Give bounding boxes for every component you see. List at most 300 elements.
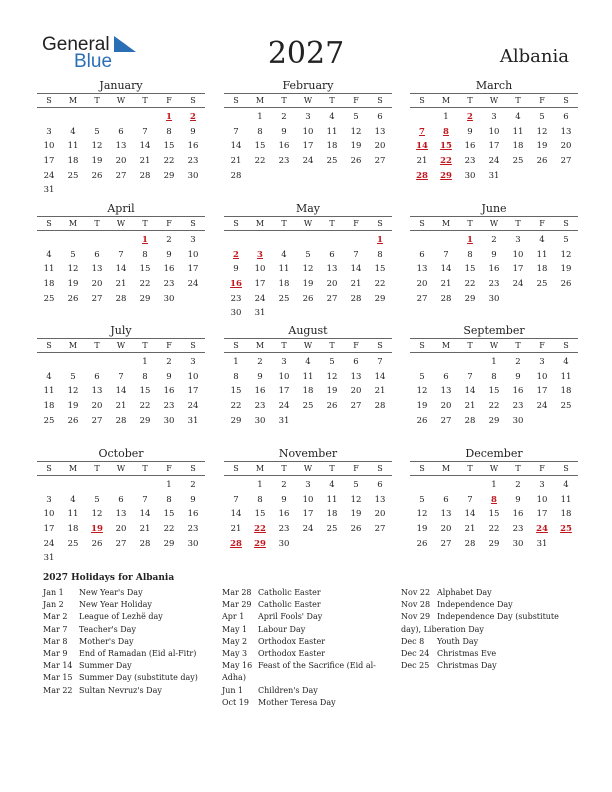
weekday-label: M [255,219,265,228]
day-cell: 21 [115,279,127,290]
holiday-name: New Year Holiday [79,600,152,610]
day-cell: 2 [190,480,196,490]
day-cell: 26 [536,156,548,167]
holiday-day-cell: 22 [440,156,452,167]
holiday-name: April Fools' Day [258,612,323,622]
day-cell: 18 [536,264,548,275]
day-grid [37,231,205,306]
holiday-name: Summer Day (substitute day) [79,673,198,683]
day-cell: 5 [94,126,100,137]
weekday-label: T [515,219,521,228]
day-cell: 7 [377,357,383,367]
day-cell: 16 [464,141,476,152]
empty-cell [85,233,109,248]
day-cell: 15 [488,509,500,520]
holiday-row [401,611,571,635]
day-cell: 12 [416,386,428,397]
day-grid [410,476,578,551]
month-title: February [282,79,334,92]
month-title: August [288,324,328,337]
weekday-header [224,93,392,108]
holiday-row [43,599,208,611]
month-december [410,447,578,551]
day-cell: 20 [560,141,572,152]
day-cell: 3 [190,235,196,245]
day-cell: 29 [163,538,175,549]
day-cell: 10 [536,494,548,505]
empty-cell [224,110,248,125]
day-cell: 15 [464,264,476,275]
day-cell: 26 [416,538,428,549]
weekday-label: W [116,341,126,350]
empty-cell [61,478,85,493]
day-cell: 9 [166,371,172,382]
day-cell: 3 [515,235,521,245]
empty-cell [85,478,109,493]
day-cell: 21 [139,156,151,167]
day-cell: 4 [70,494,76,505]
holiday-day-cell: 3 [257,249,263,260]
holiday-date: Dec 24 [401,649,430,659]
empty-cell [133,110,157,125]
day-cell: 23 [512,401,524,412]
holiday-date: Jun 1 [222,685,244,695]
day-cell: 13 [374,494,386,505]
day-cell: 7 [142,126,148,137]
empty-cell [410,355,434,370]
weekday-label: M [255,96,265,105]
day-cell: 1 [233,357,239,367]
day-cell: 24 [512,279,524,290]
day-cell: 22 [230,401,242,412]
day-cell: 25 [43,293,55,304]
day-cell: 1 [166,480,172,490]
day-cell: 18 [67,156,79,167]
weekday-label: M [68,341,78,350]
holiday-day-cell: 15 [440,141,452,152]
day-cell: 3 [305,112,311,122]
day-cell: 7 [233,494,239,505]
day-cell: 12 [536,126,548,137]
day-cell: 26 [91,538,103,549]
day-cell: 27 [91,415,103,426]
day-cell: 6 [443,371,449,382]
day-cell: 27 [560,156,572,167]
holiday-row [43,624,208,636]
weekday-label: T [329,96,335,105]
day-cell: 16 [254,386,266,397]
day-grid [410,108,578,183]
day-cell: 22 [139,401,151,412]
holiday-row [222,685,390,697]
day-cell: 2 [515,357,521,367]
day-cell: 27 [115,538,127,549]
empty-cell [224,233,248,248]
empty-cell [37,355,61,370]
empty-cell [85,110,109,125]
day-cell: 12 [67,386,79,397]
day-cell: 11 [560,494,572,505]
day-grid [410,231,578,306]
day-cell: 5 [94,494,100,505]
holiday-row [222,587,390,599]
empty-cell [458,355,482,370]
weekday-label: T [94,464,100,473]
weekday-label: T [142,219,148,228]
day-cell: 9 [281,494,287,505]
empty-cell [296,233,320,248]
weekday-header [224,216,392,231]
month-title: October [98,447,144,460]
weekday-label: W [303,219,313,228]
holiday-date: Jan 2 [43,600,64,610]
holiday-date: Mar 22 [43,685,73,695]
weekday-label: S [377,219,383,228]
day-grid [410,353,578,428]
day-cell: 20 [91,401,103,412]
weekday-header [37,461,205,476]
day-cell: 28 [139,170,151,181]
day-cell: 21 [464,401,476,412]
day-cell: 17 [488,141,500,152]
weekday-label: F [539,464,545,473]
day-cell: 31 [278,415,290,426]
day-cell: 28 [115,293,127,304]
day-cell: 30 [230,308,242,319]
holiday-row [222,636,390,648]
day-cell: 19 [67,401,79,412]
day-cell: 5 [539,112,545,122]
weekday-label: M [255,341,265,350]
holiday-day-cell: 28 [230,538,242,549]
day-cell: 24 [43,538,55,549]
day-cell: 13 [91,386,103,397]
day-cell: 23 [187,524,199,535]
day-cell: 20 [91,279,103,290]
weekday-label: S [233,96,239,105]
holiday-row [222,697,390,709]
weekday-label: S [563,341,569,350]
day-cell: 6 [443,494,449,505]
holiday-date: May 16 [222,661,253,671]
weekday-label: F [539,219,545,228]
weekday-label: F [539,341,545,350]
day-cell: 6 [94,371,100,382]
weekday-label: S [190,341,196,350]
day-cell: 17 [536,386,548,397]
weekday-label: M [441,96,451,105]
weekday-label: W [489,96,499,105]
day-cell: 29 [139,293,151,304]
day-cell: 9 [515,371,521,382]
day-cell: 26 [350,524,362,535]
holiday-date: Oct 19 [222,697,249,707]
day-cell: 27 [326,293,338,304]
weekday-header [410,338,578,353]
day-cell: 30 [512,538,524,549]
day-cell: 15 [163,141,175,152]
day-cell: 22 [139,279,151,290]
logo-text-general: General [42,34,110,55]
weekday-label: T [515,341,521,350]
day-cell: 16 [187,509,199,520]
day-cell: 18 [326,509,338,520]
day-cell: 21 [115,401,127,412]
day-cell: 17 [43,524,55,535]
day-cell: 18 [43,401,55,412]
day-cell: 12 [326,371,338,382]
day-cell: 4 [305,357,311,367]
day-cell: 28 [230,170,242,181]
day-cell: 14 [230,141,242,152]
weekday-label: F [353,219,359,228]
day-cell: 21 [139,524,151,535]
holiday-name: Summer Day [79,661,132,671]
holiday-date: Mar 28 [222,588,252,597]
holiday-date: Mar 29 [222,600,252,610]
day-cell: 6 [118,494,124,505]
day-cell: 31 [187,415,199,426]
day-grid [224,231,392,321]
day-cell: 4 [281,249,287,260]
month-march [410,79,578,183]
day-cell: 20 [374,509,386,520]
day-cell: 20 [115,524,127,535]
day-cell: 5 [419,494,425,505]
day-cell: 13 [91,264,103,275]
day-cell: 8 [491,371,497,382]
day-cell: 19 [302,279,314,290]
day-cell: 24 [536,401,548,412]
holiday-day-cell: 1 [166,112,172,122]
day-cell: 24 [187,401,199,412]
day-cell: 14 [464,386,476,397]
day-cell: 22 [374,279,386,290]
holiday-row [222,611,390,623]
day-cell: 25 [302,401,314,412]
day-cell: 23 [163,401,175,412]
day-cell: 6 [377,112,383,122]
day-cell: 9 [281,126,287,137]
empty-cell [224,478,248,493]
day-cell: 10 [43,141,55,152]
day-cell: 2 [281,112,287,122]
weekday-label: T [281,341,287,350]
day-cell: 13 [350,371,362,382]
day-cell: 18 [278,279,290,290]
day-cell: 18 [326,141,338,152]
day-cell: 29 [139,415,151,426]
day-cell: 24 [254,293,266,304]
day-cell: 2 [281,480,287,490]
empty-cell [344,233,368,248]
holiday-column [222,587,390,709]
day-cell: 26 [302,293,314,304]
day-cell: 9 [257,371,263,382]
day-cell: 4 [329,480,335,490]
holiday-day-cell: 22 [254,524,266,535]
day-cell: 31 [254,308,266,319]
holiday-row [222,648,390,660]
holiday-name: Children's Day [258,685,318,695]
holiday-name: Teacher's Day [79,624,136,634]
weekday-label: F [353,341,359,350]
day-cell: 11 [560,371,572,382]
holiday-day-cell: 24 [536,524,548,535]
day-cell: 16 [278,509,290,520]
weekday-label: M [441,341,451,350]
empty-cell [37,233,61,248]
day-cell: 19 [416,524,428,535]
holiday-row [43,636,208,648]
day-cell: 22 [464,279,476,290]
day-cell: 12 [350,494,362,505]
day-cell: 16 [163,386,175,397]
day-cell: 8 [233,371,239,382]
holiday-day-cell: 16 [230,279,242,290]
day-cell: 17 [187,386,199,397]
day-cell: 14 [115,386,127,397]
weekday-label: F [166,464,172,473]
weekday-label: S [377,464,383,473]
weekday-label: T [329,341,335,350]
day-cell: 10 [187,371,199,382]
day-cell: 13 [416,264,428,275]
day-grid [37,476,205,566]
day-cell: 1 [142,357,148,367]
day-cell: 6 [118,126,124,137]
holiday-date: Mar 15 [43,673,73,683]
day-cell: 5 [329,357,335,367]
holiday-name: Independence Day (substitute day), Liberation Day [401,612,559,634]
day-cell: 9 [166,249,172,260]
weekday-header [37,93,205,108]
day-cell: 1 [491,480,497,490]
day-cell: 30 [488,293,500,304]
weekday-label: S [377,341,383,350]
weekday-label: T [515,464,521,473]
day-cell: 3 [281,357,287,367]
month-title: January [99,79,143,92]
empty-cell [320,233,344,248]
day-cell: 19 [536,141,548,152]
day-cell: 22 [163,524,175,535]
day-cell: 20 [440,524,452,535]
weekday-label: T [142,96,148,105]
day-cell: 6 [419,249,425,260]
day-cell: 17 [302,509,314,520]
day-cell: 14 [350,264,362,275]
day-cell: 3 [491,112,497,122]
day-cell: 19 [350,509,362,520]
day-cell: 9 [190,494,196,505]
day-cell: 27 [440,415,452,426]
day-cell: 10 [43,509,55,520]
day-cell: 29 [163,170,175,181]
day-cell: 5 [305,249,311,260]
weekday-header [410,461,578,476]
holiday-date: Dec 25 [401,661,430,671]
holiday-date: Mar 9 [43,649,68,659]
holiday-row [401,599,571,611]
day-cell: 14 [139,141,151,152]
day-cell: 2 [515,480,521,490]
empty-cell [109,110,133,125]
empty-cell [61,233,85,248]
holiday-name: Catholic Easter [258,588,321,597]
day-cell: 4 [329,112,335,122]
day-cell: 20 [416,279,428,290]
weekday-label: W [303,96,313,105]
day-cell: 28 [115,415,127,426]
weekday-label: F [166,219,172,228]
day-cell: 3 [305,480,311,490]
day-cell: 22 [163,156,175,167]
day-cell: 27 [374,524,386,535]
day-cell: 4 [46,371,52,382]
day-cell: 24 [488,156,500,167]
day-cell: 28 [440,293,452,304]
month-april [37,202,205,306]
day-cell: 5 [563,235,569,245]
weekday-label: S [190,219,196,228]
day-cell: 9 [515,494,521,505]
month-title: March [475,79,513,92]
day-cell: 17 [536,509,548,520]
month-title: April [107,202,135,215]
day-cell: 22 [488,524,500,535]
day-cell: 21 [230,156,242,167]
month-title: July [110,324,132,337]
day-cell: 14 [464,509,476,520]
day-cell: 13 [115,509,127,520]
holiday-day-cell: 1 [377,235,383,245]
day-cell: 24 [43,170,55,181]
weekday-label: W [116,464,126,473]
day-cell: 26 [416,415,428,426]
holiday-day-cell: 19 [91,524,103,535]
day-cell: 8 [257,494,263,505]
holiday-row [222,599,390,611]
day-cell: 29 [488,538,500,549]
day-cell: 20 [115,156,127,167]
day-grid [37,108,205,198]
day-cell: 9 [190,126,196,137]
day-cell: 9 [467,126,473,137]
holiday-day-cell: 29 [440,170,452,181]
day-cell: 30 [512,415,524,426]
day-cell: 4 [70,126,76,137]
day-cell: 29 [464,293,476,304]
day-cell: 2 [166,357,172,367]
empty-cell [410,233,434,248]
holiday-date: Mar 8 [43,636,68,646]
day-cell: 21 [230,524,242,535]
day-cell: 2 [166,235,172,245]
holiday-date: Apr 1 [222,612,245,622]
day-cell: 23 [488,279,500,290]
day-cell: 6 [329,249,335,260]
day-cell: 8 [257,126,263,137]
day-cell: 23 [464,156,476,167]
day-cell: 21 [350,279,362,290]
day-cell: 7 [443,249,449,260]
holiday-name: New Year's Day [79,588,143,597]
day-cell: 9 [233,264,239,275]
day-cell: 8 [142,371,148,382]
day-cell: 23 [512,524,524,535]
day-cell: 25 [278,293,290,304]
